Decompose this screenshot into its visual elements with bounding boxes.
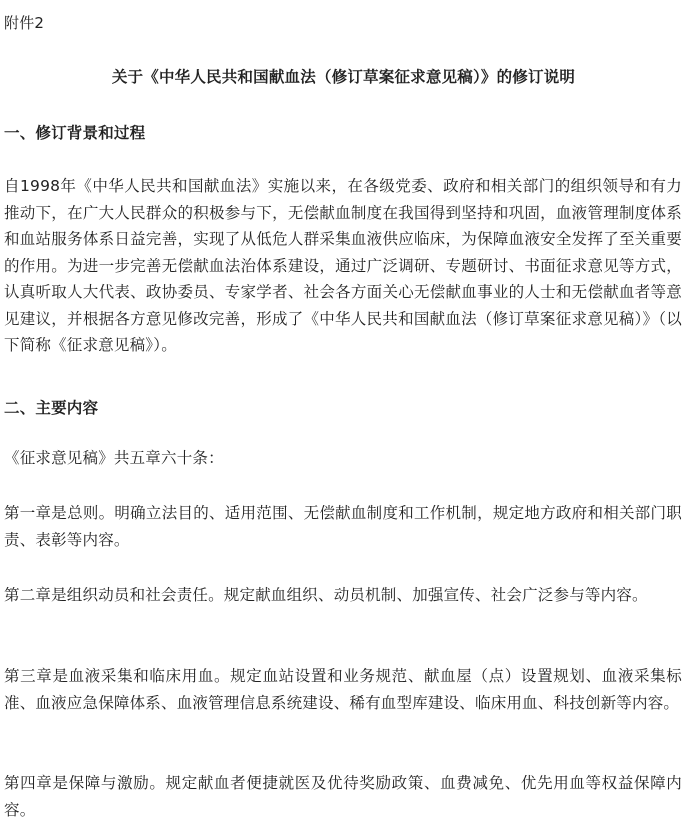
document-title: 关于《中华人民共和国献血法（修订草案征求意见稿）》的修订说明: [111, 68, 576, 86]
section-paragraph-background: 自1998年《中华人民共和国献血法》实施以来，在各级党委、政府和相关部门的组织领导和有力推动下，在广大人民群众的积极参与下，无偿献血制度在我国得到坚持和巩固，血液管理制度体系和血站服务体系日益完善，实现了从低危人群采集血液供应临床，为保障血液安全发挥了至关重要的作用。为进一步完善无偿献血法治体系建设，通过广泛调研、专题研讨、书面征求意见等方式，认真听取人大代表、政协委员、专家学者、社会各方面关心无偿献血事业的人士和无偿献血者等意见建议，并根据各方意见修改完善，形成了《中华人民共和国献血法（修订草案征求意见稿）》（以下简称《征求意见稿》）。: [4, 177, 682, 354]
chapter-paragraph-4: 第四章是保障与激励。规定献血者便捷就医及优待奖励政策、血费减免、优先用血等权益保障内容。: [4, 774, 682, 819]
chapter-paragraph-2: 第二章是组织动员和社会责任。规定献血组织、动员机制、加强宣传、社会广泛参与等内容。: [4, 586, 648, 604]
annex-label: 附件2: [4, 14, 45, 32]
section-heading-content: 二、主要内容: [4, 399, 99, 417]
chapter-paragraph-1: 第一章是总则。明确立法目的、适用范围、无偿献血制度和工作机制，规定地方政府和相关部门职责、表彰等内容。: [4, 504, 682, 549]
section-heading-background: 一、修订背景和过程: [4, 124, 146, 142]
chapter-paragraph-3: 第三章是血液采集和临床用血。规定血站设置和业务规范、献血屋（点）设置规划、血液采集标准、血液应急保障体系、血液管理信息系统建设、稀有血型库建设、临床用血、科技创新等内容。: [4, 667, 682, 712]
chapters-intro: 《征求意见稿》共五章六十条：: [4, 449, 224, 467]
